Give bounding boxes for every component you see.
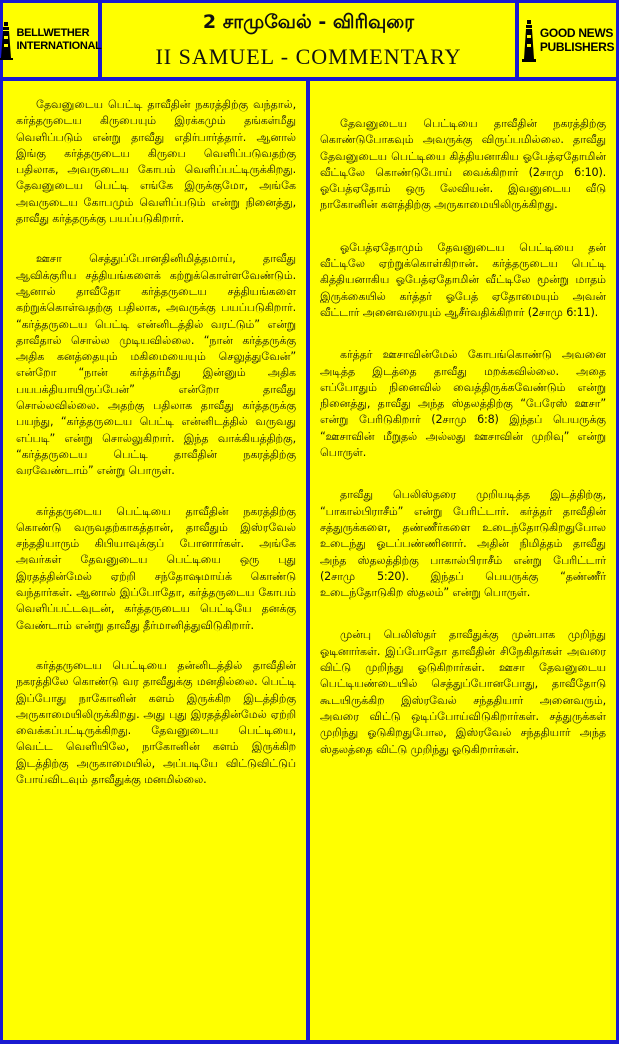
page-title-tamil: 2 சாமுவேல் - விரிவுரை <box>202 11 415 33</box>
paragraph: தேவனுடைய பெட்டி தாவீதின் நகரத்திற்கு வந்தால், கர்த்தருடைய கிருபையும் இரக்கமும் தங்கள்மீது வெளிப்படும் என்று தாவீது எதிர்பார்த்தார். ஆனால் இங்கு கர்த்தருடைய கிருபை வெளிப்படுவதற்கு பதிலாக, அவருடைய கோபம் வெளிப்பட்டிருக்கிறது. தேவனுடைய பெட்டி எங்கே இருக்குமோ, அங்கே அவருடைய கோபமும் வெளிப்படும் என்று நினைத்து, தாவீது கர்த்தருக்கு பயப்படுகிறார். <box>16 98 296 226</box>
logo-text <box>540 26 614 54</box>
paragraph: கர்த்தருடைய பெட்டியை தாவீதின் நகரத்திற்கு கொண்டு வருவதற்காகத்தான், தாவீதும் இஸ்ரவேல் சந்ததியாரும் கிபியாவுக்குப் போனார்கள். அங்கே அவர்கள் தேவனுடைய பெட்டியை ஒரு புது இரதத்தின்மேல் ஏற்றி சந்தோஷமாய்க் கொண்டு வந்தார்கள். ஆனால் இப்போதோ, கர்த்தருடைய கோபம் வெளிப்பட்டவுடன், கர்த்தருடைய பெட்டியே தனக்கு வேண்டாம் என்று தாவீது தீர்மானித்துவிடுகிறார். <box>16 504 296 632</box>
right-column <box>310 81 616 1040</box>
paragraph: ஊசா செத்துப்போனதினிமித்தமாய், தாவீது ஆவிக்குரிய சத்தியங்களைக் கற்றுக்கொள்ளவேண்டும். ஆனால் தாவீதோ கர்த்தருடைய சத்தியங்களை கற்றுக்கொள்வதற்கு பதிலாக, அவருக்கு பயப்படுகிறார். “கர்த்தருடைய பெட்டி என்னிடத்தில் வரட்டும்” என்று தாவீதால் சொல்ல முடியவில்லை. “நான் கர்த்தருக்கு அதிக கனத்தையும் மகிமையையும் செலுத்துவேன்” என்றோ “நான் கர்த்தர்மீது இன்னும் அதிக பயபக்தியாயிருப்பேன்” என்றோ தாவீது சொல்லவில்லை. அதற்கு பதிலாக தாவீது கர்த்தருக்கு பயந்து, “கர்த்தருடைய பெட்டி என்னிடத்தில் வருவது எப்படி” என்று சொல்லுகிறார். இந்த வாக்கியத்திற்கு, “கர்த்தருடைய பெட்டி தாவீதின் நகரத்திற்கு வரவேண்டாம்” என்று பொருள். <box>16 252 296 478</box>
paragraph: முன்பு பெலிஸ்தர் தாவீதுக்கு முன்பாக முறிந்து ஓடினார்கள். இப்போதோ தாவீதின் சிநேகிதர்கள் அவரை விட்டு முறிந்து ஓடுகிறார்கள். ஊசா தேவனுடைய பெட்டியண்டையில் செத்துப்போனபோது, தாவீதோடு கூடயிருக்கிற இஸ்ரவேல் சந்ததியார் அனைவரும், அவரை விட்டு ஒடிப்போய்விடுகிறார்கள். சத்துருக்கள் முறிந்து ஓடுகிறதுபோல, இஸ்ரவேல் சந்ததியார் அந்த ஸ்தலத்தை விட்டு முறிந்து ஓடுகிறார்கள். <box>320 628 606 756</box>
title-box <box>102 3 515 77</box>
paragraph: கர்த்தருடைய பெட்டியை தன்னிடத்தில் தாவீதின் நகரத்திலே கொண்டு வர தாவீதுக்கு மனதில்லை. பெட்டி இப்போது நாகோனின் களம் இருக்கிற இடத்திற்கு அருகாமையிலிருக்கிறது. அது புது இரதத்தின்மேல் ஏற்றி வைக்கப்பட்டிருக்கிறது. தேவனுடைய பெட்டியை, வெட்ட வெளியிலே, நாகோனின் களம் இருக்கிற இடத்திற்கு அருகாமையில், அப்படியே விட்டுவிட்டுப் போய்விடவும் தாவீதுக்கு மனமில்லை. <box>16 658 296 786</box>
logo-group <box>521 18 614 62</box>
logo-group <box>0 20 102 60</box>
page-title-english: II SAMUEL - COMMENTARY <box>155 44 462 69</box>
paragraph: தாவீது பெலிஸ்தரை முறியடித்த இடத்திற்கு, “பாகால்பிராசீம்” என்று பேரிட்டார். கர்த்தர் தாவீதின் சத்துருக்களை, தண்ணீர்களை உடைந்தோடுகிறதுபோல உடைந்து ஓடப்பண்ணினார். அதின் நிமித்தம் தாவீது அந்த ஸ்தலத்திற்கு பாகால்பிராசீம் என்று பேரிட்டார் (2சாமு 5:20). இந்தப் பெயருக்கு “தண்ணீர் உடைந்தோடுகிற ஸ்தலம்” என்று பொருள். <box>320 488 606 600</box>
paragraph: தேவனுடைய பெட்டியை தாவீதின் நகரத்திற்கு கொண்டுபோகவும் அவருக்கு விருப்பமில்லை. தாவீது தேவனுடைய பெட்டியை கித்தியனாகிய ஓபேத்ஏதோமின் வீட்டிலே கொண்டுபோய் வைக்கிறார் (2சாமு 6:10). ஓபேத்ஏதோம் ஒரு லேவியன். இவனுடைய வீடு நாகோனின் களத்திற்கு அருகாமையிலிருக்கிறது. <box>320 117 606 212</box>
page-header <box>3 3 616 77</box>
lighthouse-icon <box>0 20 13 60</box>
publisher-logo-left <box>3 3 102 77</box>
logo-line-2: INTERNATIONAL <box>16 40 102 52</box>
publisher-logo-right <box>519 3 616 77</box>
paragraph: கர்த்தர் ஊசாவின்மேல் கோபங்கொண்டு அவனை அடித்த இடத்தை தாவீது மறக்கவில்லை. அதை எப்போதும் நினைவில் வைத்திருக்கவேண்டும் என்று நினைத்து, தாவீது அந்த ஸ்தலத்திற்கு “பேரேஸ் ஊசா” என்று பேரிடுகிறார் (2சாமு 6:8) இந்தப் பெயருக்கு “ஊசாவின் மீறுதல் அல்லது ஊசாவின் முறிவு” என்று பொருள். <box>320 348 606 460</box>
left-column <box>3 81 306 1040</box>
logo-line-2: PUBLISHERS <box>539 40 615 54</box>
logo-line-1: BELLWETHER <box>16 27 90 39</box>
logo-text <box>16 27 101 53</box>
logo-line-1: GOOD NEWS <box>539 26 614 40</box>
paragraph: ஓபேத்ஏதோமும் தேவனுடைய பெட்டியை தன் வீட்டிலே ஏற்றுக்கொள்கிறான். கர்த்தருடைய பெட்டி கித்தியனாகிய ஓபேத்ஏதோமின் வீட்டிலே மூன்று மாதம் இருக்கையில் கர்த்தர் ஓபேத் ஏதோமையும் அவன் வீட்டார் அனைவரையும் ஆசீர்வதிக்கிறார் (2சாமு 6:11). <box>320 240 606 319</box>
lighthouse-icon <box>521 18 537 62</box>
